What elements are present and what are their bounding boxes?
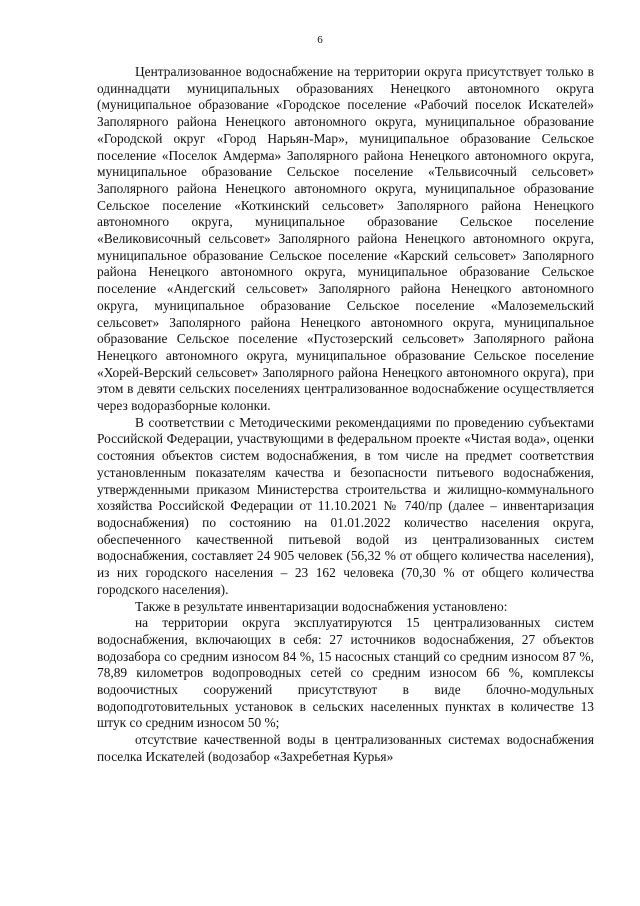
paragraph-centralized-water-supply: Централизованное водоснабжение на территории округа присутствует только в одиннадцати муниципальных образованиях Ненецкого автономного округа (муниципальное образование «Городское поселение «Рабочий поселок Искателей» Заполярного района Ненецкого автономного округа, муниципальное образование «Городской округ «Город Нарьян-Мар», муниципальное образование Сельское поселение «Поселок Амдерма» Заполярного района Ненецкого автономного округа, муниципальное образование Сельское поселение «Тельвисочный сельсовет» Заполярного района Ненецкого автономного округа, муниципальное образование Сельское поселение «Коткинский сельсовет» Заполярного района Ненецкого автономного округа, муниципальное образование Сельское поселение «Великовисочный сельсовет» Заполярного района Ненецкого автономного округа, муниципальное образование Сельское поселение «Карский сельсовет» Заполярного района Ненецкого автономного округа, муниципальное образование Сельское поселение «Андегский сельсовет» Заполярного района Ненецкого автономного округа, муниципальное образование Сельское поселение «Малоземельский сельсовет» Заполярного района Ненецкого автономного округа, муниципальное образование Сельское поселение «Пустозерский сельсовет» Заполярного района Ненецкого автономного округа, муниципальное образование Сельское поселение «Хорей-Верский сельсовет» Заполярного района Ненецкого автономного округа), при этом в девяти сельских поселениях централизованное водоснабжение осуществляется через водоразборные колонки. [97, 64, 594, 414]
document-body [97, 64, 594, 766]
page-number: 6 [317, 34, 323, 46]
paragraph-systems-in-operation: на территории округа эксплуатируются 15 централизованных систем водоснабжения, включающих в себя: 27 источников водоснабжения, 27 объектов водозабора со средним износом 84 %, 15 насосных станций со средним износом 87 %, 78,89 километров водопроводных сетей со средним износом 66 %, комплексы водоочистных сооружений присутствуют в виде блочно-модульных водоподготовительных установок в сельских населенных пунктах в количестве 13 штук со средним износом 50 %; [97, 615, 594, 731]
paragraph-methodological-recommendations: В соответствии с Методическими рекомендациями по проведению субъектами Российской Федерации, участвующими в федеральном проекте «Чистая вода», оценки состояния объектов систем водоснабжения, в том числе на предмет соответствия установленным показателям качества и безопасности питьевого водоснабжения, утвержденными приказом Министерства строительства и жилищно-коммунального хозяйства Российской Федерации от 11.10.2021 № 740/пр (далее – инвентаризация водоснабжения) по состоянию на 01.01.2022 количество населения округа, обеспеченного качественной питьевой водой из централизованных систем водоснабжения, составляет 24 905 человек (56,32 % от общего количества населения), из них городского населения – 23 162 человека (70,30 % от общего количества городского населения). [97, 414, 594, 597]
paragraph-absence-of-quality-water: отсутствие качественной воды в централизованных системах водоснабжения поселка Искателей (водозабор «Захребетная Курья» [97, 732, 594, 764]
paragraph-inventory-results-intro: Также в результате инвентаризации водоснабжения установлено: [135, 598, 508, 614]
